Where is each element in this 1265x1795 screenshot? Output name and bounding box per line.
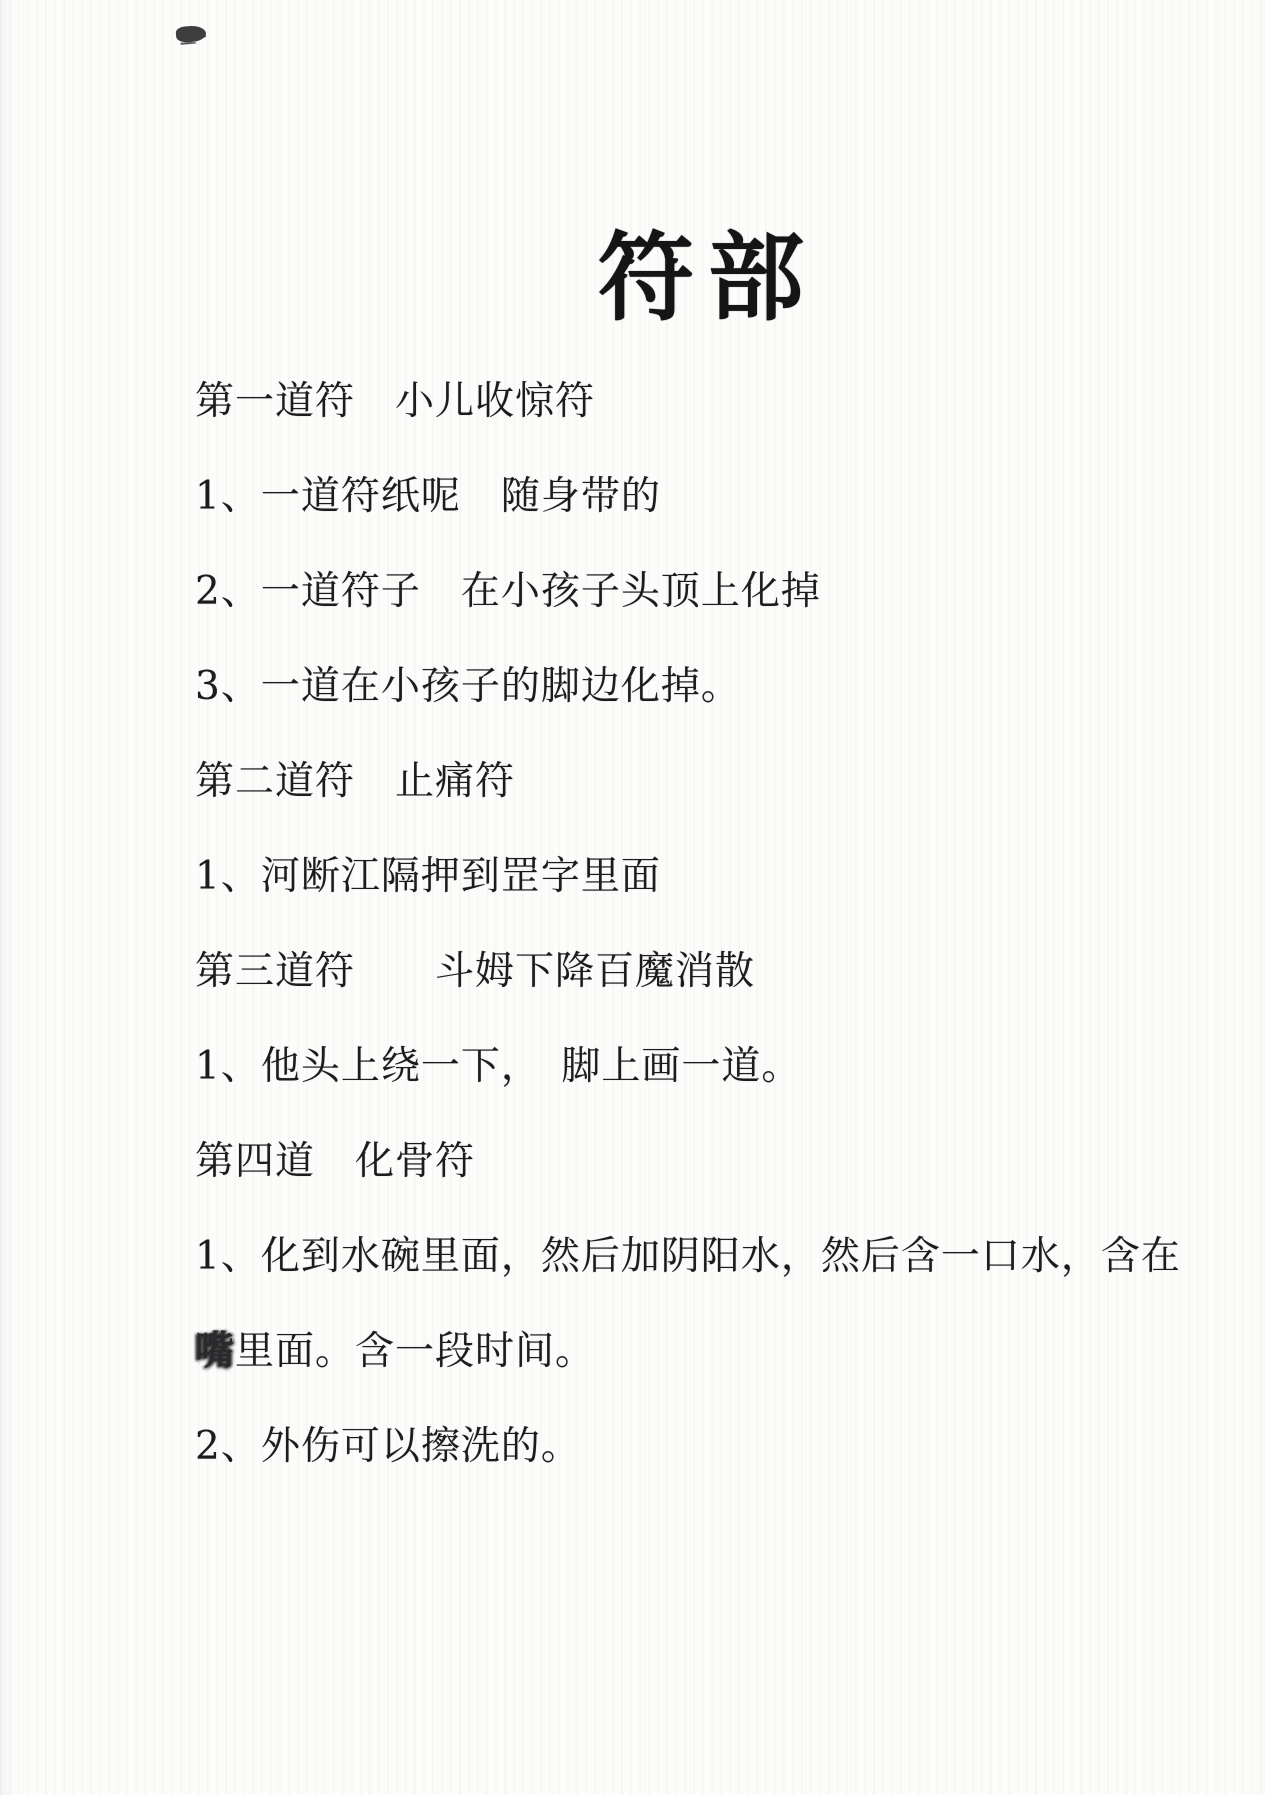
section-heading-talisman-1: 第一道符 小儿收惊符 — [195, 379, 596, 424]
list-item-continuation: 嘴里面。含一段时间。 — [195, 1328, 596, 1374]
list-item: 2、外伤可以擦洗的。 — [195, 1424, 581, 1469]
section-heading-talisman-4: 第四道 化骨符 — [195, 1139, 476, 1184]
document-body — [195, 379, 1181, 1520]
list-item: 1、他头上绕一下， 脚上画一道。 — [195, 1044, 802, 1089]
page-title: 符部 — [598, 221, 818, 334]
list-item: 1、河断江隔押到罡字里面 — [195, 854, 661, 899]
list-item: 3、一道在小孩子的脚边化掉。 — [195, 664, 741, 709]
section-heading-talisman-3: 第三道符 斗姆下降百魔消散 — [195, 949, 756, 994]
list-item: 1、一道符纸呢 随身带的 — [195, 474, 661, 519]
list-item: 1、化到水碗里面，然后加阴阳水，然后含一口水，含在 — [195, 1234, 1181, 1279]
section-heading-talisman-2: 第二道符 止痛符 — [195, 759, 516, 804]
list-item: 2、一道符子 在小孩子头顶上化掉 — [195, 569, 821, 614]
ink-smudge-mark — [175, 25, 206, 43]
